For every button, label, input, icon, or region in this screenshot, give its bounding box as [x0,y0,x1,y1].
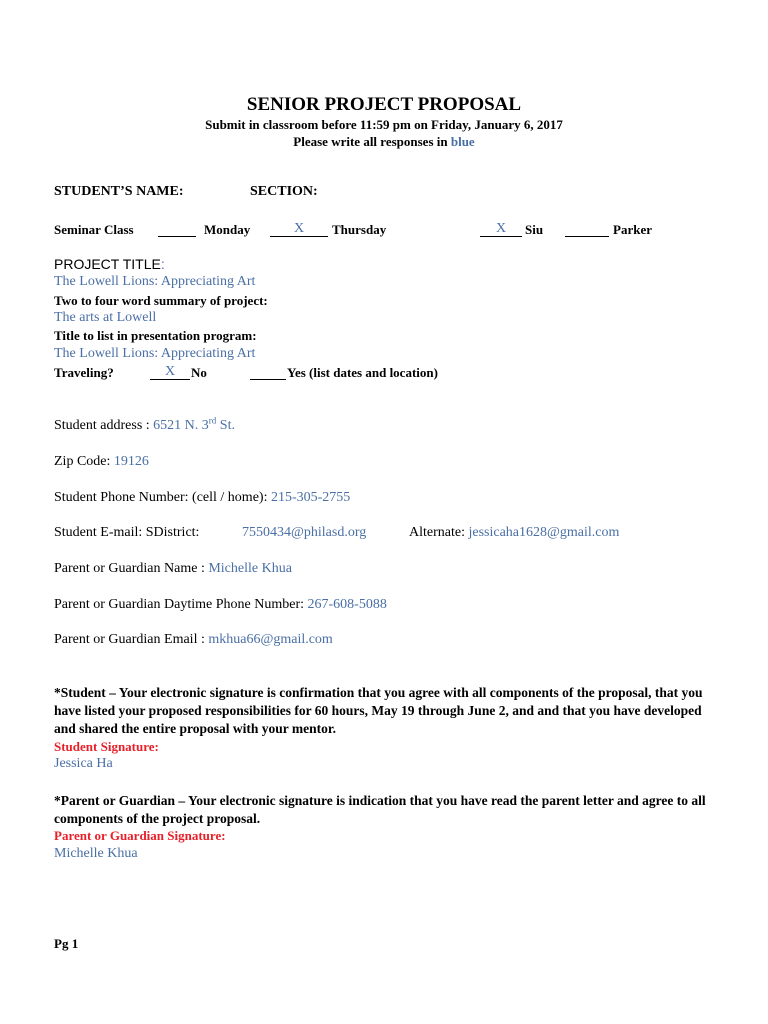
monday-blank[interactable] [158,221,196,237]
traveling-yes-label: Yes (list dates and location) [287,365,438,380]
student-email-value[interactable]: 7550434@philasd.org [242,525,367,540]
student-signature-value[interactable]: Jessica Ha [54,756,113,771]
write-instruction-text: Please write all responses in [293,134,451,149]
zip-value[interactable]: 19126 [113,454,149,469]
student-name-label: STUDENT’S NAME: [54,184,184,199]
student-address-label: Student address : [54,418,154,433]
parker-label: Parker [613,222,652,237]
parent-name-value[interactable]: Michelle Khua [208,561,292,576]
parker-blank[interactable] [565,221,609,237]
student-phone-row [54,489,350,507]
monday-label: Monday [204,222,251,237]
parent-phone-label: Parent or Guardian Daytime Phone Number: [54,597,308,612]
write-instruction [0,133,768,150]
seminar-class-label: Seminar Class [54,222,134,237]
alternate-email-value[interactable]: jessicaha1628@gmail.com [468,525,620,540]
siu-label: Siu [525,222,544,237]
traveling-yes-blank[interactable] [250,364,286,380]
student-address-row [54,417,235,435]
header [0,94,768,150]
alternate-email-label: Alternate: [409,525,469,540]
page-number: Pg 1 [54,936,79,951]
traveling-no-label: No [191,365,207,380]
traveling-label: Traveling? [54,365,114,380]
parent-phone-value[interactable]: 267-608-5088 [307,597,387,612]
parent-name-row [54,560,292,578]
program-title-label: Title to list in presentation program: [54,328,257,343]
zip-row [54,453,149,471]
parent-name-label: Parent or Guardian Name : [54,561,209,576]
zip-label: Zip Code: [54,454,114,469]
parent-signature-label: Parent or Guardian Signature: [54,828,226,843]
student-phone-value[interactable]: 215-305-2755 [270,490,351,505]
parent-signature-statement: *Parent or Guardian – Your electronic signature is indication that you have read the parent letter and agree to all components of the project proposal. [54,793,706,826]
parent-signature-value[interactable]: Michelle Khua [54,846,138,861]
summary-label: Two to four word summary of project: [54,293,268,308]
thursday-label: Thursday [332,222,387,237]
parent-email-label: Parent or Guardian Email : [54,632,209,647]
program-title-value[interactable]: The Lowell Lions: Appreciating Art [54,346,256,361]
project-title-label: PROJECT TITLE [54,256,161,272]
summary-value[interactable]: The arts at Lowell [54,310,157,325]
project-title-row: PROJECT TITLE: [54,256,165,272]
thursday-mark[interactable]: X [270,220,328,237]
alternate-email-row [409,524,619,542]
parent-phone-row [54,596,387,614]
student-address-value[interactable]: 6521 N. 3rd St. [153,415,235,433]
page-title: SENIOR PROJECT PROPOSAL [246,94,522,115]
write-instruction-color: blue [450,134,475,149]
parent-email-row [54,631,333,649]
siu-mark[interactable]: X [480,220,522,237]
traveling-no-mark[interactable]: X [150,363,190,380]
student-signature-statement: *Student – Your electronic signature is confirmation that you agree with all components of the proposal, that you have listed your proposed responsibilities for 60 hours, May 19 through June 2, and and that you have developed and shared the entire proposal with your mentor. [54,685,703,736]
submit-instruction: Submit in classroom before 11:59 pm on Friday, January 6, 2017 [205,117,563,132]
section-label: SECTION: [250,184,318,199]
parent-email-value[interactable]: mkhua66@gmail.com [208,632,333,647]
student-signature-label: Student Signature: [54,739,159,754]
student-phone-label: Student Phone Number: (cell / home): [54,490,271,505]
project-title-value[interactable]: The Lowell Lions: Appreciating Art [54,274,256,289]
student-email-label: Student E-mail: SDistrict: [54,525,200,540]
